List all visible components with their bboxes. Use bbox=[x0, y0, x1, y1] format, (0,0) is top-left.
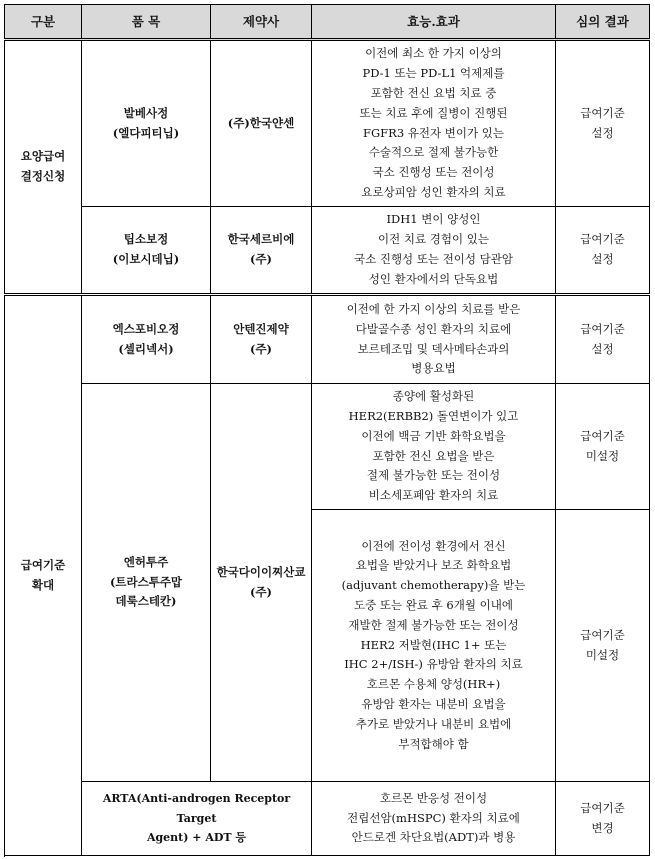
efficacy-line: IDH1 변이 양성인 bbox=[386, 212, 481, 227]
result-cell bbox=[556, 782, 650, 856]
result-line: 설정 bbox=[591, 125, 614, 140]
item-ingredient: 데룩스테칸) bbox=[115, 594, 177, 609]
efficacy-line: PD-1 또는 PD-L1 억제제를 bbox=[362, 66, 505, 81]
result-line: 급여기준 bbox=[580, 627, 625, 642]
efficacy-line: 재발한 절제 불가능한 또는 전이성 bbox=[348, 617, 519, 632]
efficacy-cell bbox=[312, 384, 556, 510]
item-name: ARTA(Anti-androgen Receptor Target bbox=[102, 791, 291, 825]
item-ingredient: (엘다피티닙) bbox=[112, 125, 180, 140]
item-name: Agent) + ADT 등 bbox=[146, 831, 247, 845]
drug-review-table bbox=[4, 4, 650, 856]
efficacy-line: 부적합해야 함 bbox=[398, 736, 469, 751]
efficacy-line: 안드로겐 차단요법(ADT)과 병용 bbox=[351, 830, 516, 845]
company-cell bbox=[211, 295, 312, 384]
efficacy-line: 비소세포폐암 환자의 치료 bbox=[368, 488, 499, 503]
efficacy-line: 전립선암(mHSPC) 환자의 치료에 bbox=[347, 810, 520, 825]
table-row bbox=[5, 295, 650, 384]
item-cell bbox=[82, 207, 211, 295]
category-label: 결정신청 bbox=[20, 169, 66, 183]
efficacy-line: HER2(ERBB2) 돌연변이가 있고 bbox=[348, 408, 519, 423]
company-name: (주)한국얀센 bbox=[227, 115, 295, 130]
table-row bbox=[5, 40, 650, 207]
efficacy-line: 성인 환자에서의 단독요법 bbox=[368, 271, 499, 286]
efficacy-line: HER2 저발현(IHC 1+ 또는 bbox=[360, 637, 507, 652]
item-name: 팁소보정 bbox=[123, 232, 169, 247]
efficacy-line: IHC 2+/ISH-) 유방암 환자의 치료 bbox=[344, 657, 523, 672]
header-company: 제약사 bbox=[211, 5, 312, 40]
efficacy-line: 보르테조밉 및 덱사메타손과의 bbox=[357, 341, 510, 356]
item-cell bbox=[82, 40, 211, 207]
efficacy-line: FGFR3 유전자 변이가 있는 bbox=[363, 125, 504, 140]
efficacy-line: 이전에 전이성 환경에서 전신 bbox=[361, 538, 506, 553]
table-row bbox=[5, 782, 650, 856]
efficacy-line: 포함한 전신 요법 치료 중 bbox=[370, 85, 497, 100]
efficacy-line: (adjuvant chemotherapy)을 받는 bbox=[341, 578, 526, 593]
efficacy-cell bbox=[312, 295, 556, 384]
result-line: 급여기준 bbox=[580, 105, 625, 120]
category-cell-reimbursement-application bbox=[5, 40, 82, 295]
efficacy-line: 이전에 백금 기반 화학요법을 bbox=[361, 428, 506, 443]
item-ingredient: (트라스투주맙 bbox=[109, 574, 183, 589]
result-line: 급여기준 bbox=[580, 428, 625, 443]
header-category: 구분 bbox=[5, 5, 82, 40]
company-cell bbox=[211, 40, 312, 207]
efficacy-line: 병용요법 bbox=[411, 361, 456, 376]
table-header-row bbox=[5, 5, 650, 40]
efficacy-line: 절제 불가능한 또는 전이성 bbox=[366, 468, 501, 483]
result-line: 급여기준 bbox=[580, 321, 625, 336]
table-row bbox=[5, 207, 650, 295]
header-item: 품 목 bbox=[82, 5, 211, 40]
result-cell bbox=[556, 207, 650, 295]
efficacy-line: 추가로 받았거나 내분비 요법에 bbox=[355, 716, 512, 731]
item-name: 엑스포비오정 bbox=[112, 321, 180, 336]
item-name: 엔허투주 bbox=[123, 554, 169, 569]
company-suffix: (주) bbox=[250, 252, 272, 266]
efficacy-line: 국소 진행성 또는 전이성 담관암 bbox=[353, 252, 514, 266]
efficacy-line: 도중 또는 완료 후 6개월 이내에 bbox=[354, 598, 513, 612]
efficacy-cell bbox=[312, 782, 556, 856]
item-ingredient: (이보시데닙) bbox=[112, 252, 180, 266]
category-label: 확대 bbox=[31, 577, 55, 592]
company-suffix: (주) bbox=[250, 584, 272, 599]
category-label: 요양급여 bbox=[20, 149, 66, 164]
header-efficacy: 효능.효과 bbox=[312, 5, 556, 40]
result-line: 급여기준 bbox=[580, 800, 625, 815]
result-line: 변경 bbox=[591, 820, 614, 835]
efficacy-line: 요로상피암 성인 환자의 치료 bbox=[361, 184, 506, 199]
efficacy-line: 포함한 전신 요법을 받은 bbox=[372, 448, 495, 463]
efficacy-cell bbox=[312, 207, 556, 295]
efficacy-line: 호르몬 수용체 양성(HR+) bbox=[366, 677, 501, 692]
item-cell bbox=[82, 384, 211, 782]
item-ingredient: (셀리넥서) bbox=[118, 341, 174, 356]
company-name: 한국세르비에 bbox=[227, 232, 295, 247]
efficacy-line: 수술적으로 절제 불가능한 bbox=[368, 145, 499, 160]
result-line: 미설정 bbox=[585, 448, 620, 463]
header-result: 심의 결과 bbox=[556, 5, 650, 40]
efficacy-line: 이전에 최소 한 가지 이상의 bbox=[365, 46, 502, 61]
result-line: 급여기준 bbox=[580, 232, 625, 247]
efficacy-line: 요법을 받았거나 보조 화학요법 bbox=[355, 558, 512, 573]
result-cell bbox=[556, 295, 650, 384]
efficacy-line: 이전에 한 가지 이상의 치료를 받은 bbox=[346, 301, 521, 316]
item-cell bbox=[82, 782, 312, 856]
efficacy-line: 국소 진행성 또는 전이성 bbox=[372, 165, 495, 180]
efficacy-line: 호르몬 반응성 전이성 bbox=[379, 790, 488, 805]
efficacy-line: 이전 치료 경험이 있는 bbox=[378, 232, 489, 247]
efficacy-cell bbox=[312, 40, 556, 207]
result-line: 설정 bbox=[591, 341, 614, 356]
table-row bbox=[5, 384, 650, 510]
item-name: 발베사정 bbox=[123, 105, 169, 120]
efficacy-line: 유방암 환자는 내분비 요법을 bbox=[361, 696, 506, 711]
result-cell bbox=[556, 510, 650, 782]
result-cell bbox=[556, 384, 650, 510]
company-suffix: (주) bbox=[250, 341, 272, 356]
company-name: 안텐진제약 bbox=[233, 321, 289, 336]
efficacy-cell bbox=[312, 510, 556, 782]
item-cell bbox=[82, 295, 211, 384]
result-cell bbox=[556, 40, 650, 207]
efficacy-line: 다발골수종 성인 환자의 치료에 bbox=[355, 321, 512, 336]
company-name: 한국다이이찌산쿄 bbox=[216, 564, 306, 579]
efficacy-line: 또는 치료 후에 질병이 진행된 bbox=[359, 105, 508, 120]
result-line: 미설정 bbox=[585, 647, 620, 662]
efficacy-line: 종양에 활성화된 bbox=[392, 389, 475, 404]
company-cell bbox=[211, 207, 312, 295]
company-cell bbox=[211, 384, 312, 782]
result-line: 설정 bbox=[591, 252, 614, 266]
category-cell-criteria-expansion bbox=[5, 295, 82, 856]
category-label: 급여기준 bbox=[20, 557, 66, 572]
